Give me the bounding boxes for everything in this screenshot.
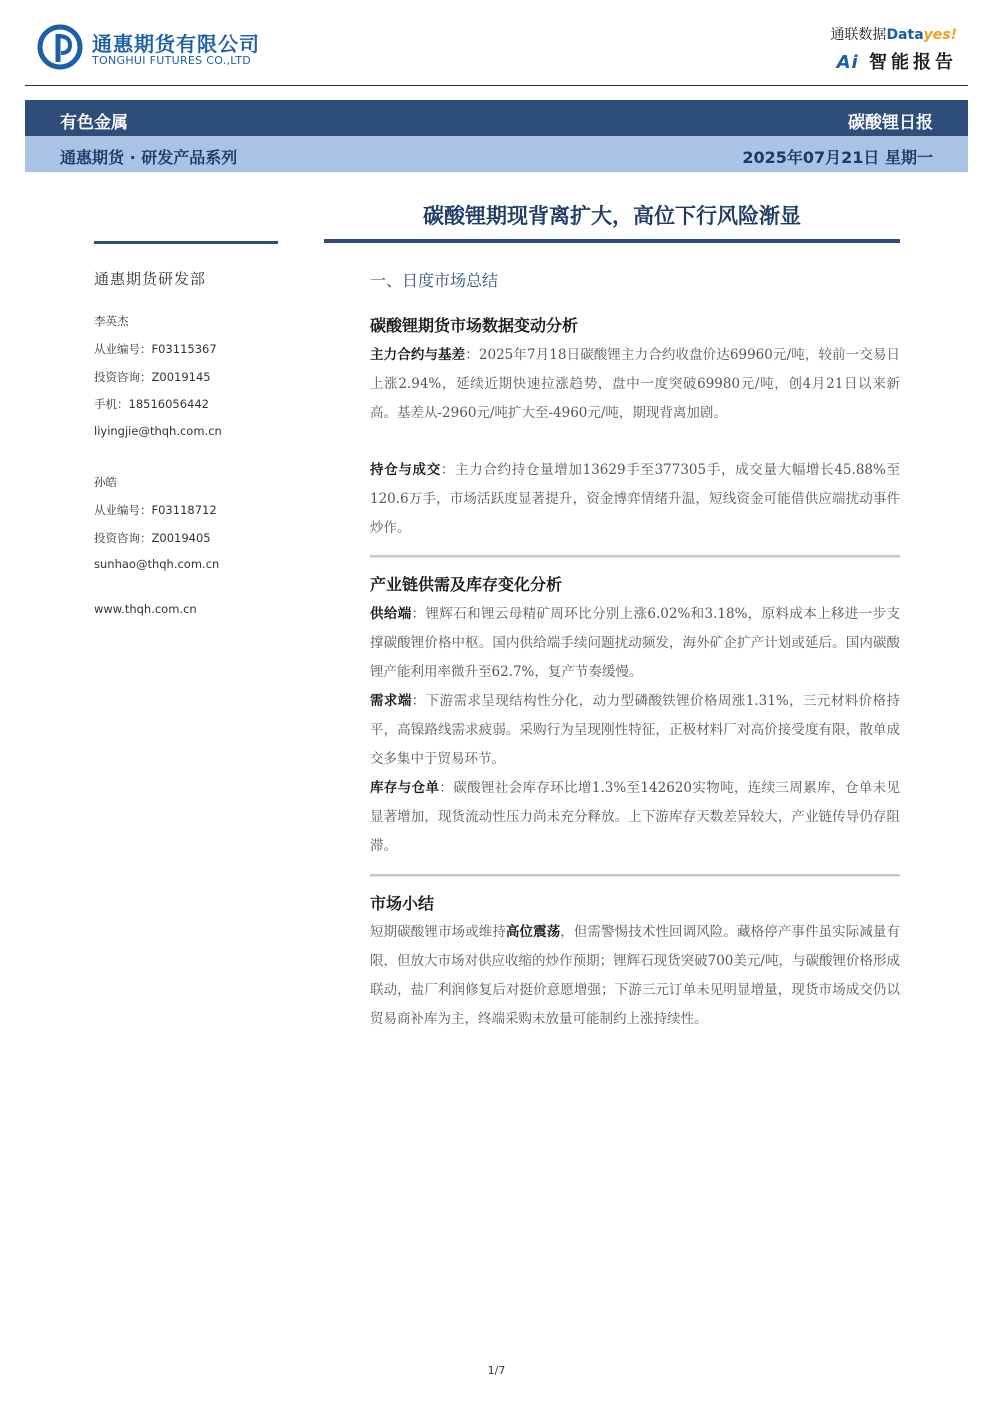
company-name-cn: 通惠期货有限公司 bbox=[92, 32, 260, 56]
website-link[interactable]: www.thqh.com.cn bbox=[94, 602, 197, 616]
brand-yes: yes! bbox=[923, 27, 957, 43]
brand-ai: Ai bbox=[836, 52, 859, 73]
paragraph bbox=[370, 456, 900, 543]
paragraph-text: 短期碳酸锂市场或维持 bbox=[370, 924, 506, 940]
analyst-license: 从业编号：F03115367 bbox=[94, 342, 217, 356]
paragraph bbox=[370, 600, 900, 687]
sidebar-top-rule bbox=[94, 241, 278, 244]
company-name-en: TONGHUI FUTURES CO.,LTD bbox=[92, 54, 252, 67]
paragraph bbox=[370, 774, 900, 861]
section-divider bbox=[370, 555, 900, 558]
ai-report-brand bbox=[837, 48, 957, 74]
report-date: 2025年07月21日 星期一 bbox=[742, 148, 933, 167]
brand-report: 智能报告 bbox=[869, 52, 957, 73]
analyst-license: 从业编号：F03118712 bbox=[94, 503, 217, 517]
section-divider bbox=[370, 874, 900, 877]
analyst-phone: 手机：18516056442 bbox=[94, 397, 209, 411]
department-name: 通惠期货研发部 bbox=[94, 270, 207, 288]
paragraph bbox=[370, 341, 900, 428]
emphasis-text: 高位震荡 bbox=[505, 924, 561, 940]
paragraph-text: ，但需警惕技术性回调风险。藏格停产事件虽实际减量有限，但放大市场对供应收缩的炒作预期；锂辉石现货突破700美元/吨，与碳酸锂价格形成联动，盐厂利润修复后对挺价意愿增强；下游三元订单未见明显增量，现货市场成交仍以贸易商补库为主，终端采购未放量可能制约上涨持续性。 bbox=[370, 924, 901, 1027]
header-divider bbox=[25, 85, 968, 86]
brand-prefix: 通联数据 bbox=[830, 27, 887, 43]
paragraph-label: 库存与仓单 bbox=[370, 780, 440, 796]
report-title: 碳酸锂期现背离扩大，高位下行风险渐显 bbox=[423, 204, 801, 228]
paragraph-text: ：主力合约持仓量增加13629手至377305手，成交量大幅增长45.88%至120.6万手，市场活跃度显著提升，资金博弈情绪升温，短线资金可能借供应端扰动事件炒作。 bbox=[370, 462, 900, 536]
report-type-label: 碳酸锂日报 bbox=[848, 113, 933, 133]
sector-label: 有色金属 bbox=[60, 113, 128, 133]
series-label: 通惠期货 · 研发产品系列 bbox=[60, 148, 238, 167]
title-underline bbox=[324, 239, 900, 243]
paragraph-label: 主力合约与基差 bbox=[370, 347, 466, 363]
analyst-name: 李英杰 bbox=[94, 314, 129, 328]
paragraph-text: ：碳酸锂社会库存环比增1.3%至142620实物吨，连续三周累库，仓单未见显著增加，现货流动性压力尚未充分释放。上下游库存天数差异较大，产业链传导仍存阻滞。 bbox=[370, 780, 900, 854]
paragraph-text: ：锂辉石和锂云母精矿周环比分别上涨6.02%和3.18%，原料成本上移进一步支撑碳酸锂价格中枢。国内供给端手续问题扰动频发，海外矿企扩产计划或延后。国内碳酸锂产能利用率微升至62.7%，复产节奏缓慢。 bbox=[370, 606, 901, 680]
block-heading: 碳酸锂期货市场数据变动分析 bbox=[370, 316, 579, 335]
datayes-brand bbox=[830, 24, 957, 44]
section-heading: 一、日度市场总结 bbox=[370, 271, 499, 290]
company-logo-icon bbox=[37, 24, 83, 70]
analyst-email[interactable]: liyingjie@thqh.com.cn bbox=[94, 424, 222, 438]
category-bar bbox=[25, 100, 968, 136]
paragraph bbox=[370, 687, 900, 774]
paragraph bbox=[370, 918, 900, 1034]
analyst-name: 孙皓 bbox=[94, 475, 117, 489]
paragraph-text: ：下游需求呈现结构性分化，动力型磷酸铁锂价格周涨1.31%，三元材料价格持平，高镍路线需求疲弱。采购行为呈现刚性特征，正极材料厂对高价接受度有限，散单成交多集中于贸易环节。 bbox=[370, 693, 901, 767]
paragraph-label: 供给端 bbox=[370, 606, 412, 622]
paragraph-label: 持仓与成交 bbox=[370, 462, 441, 478]
brand-data: Data bbox=[886, 27, 924, 43]
series-bar bbox=[25, 136, 968, 172]
analyst-advisory: 投资咨询：Z0019405 bbox=[94, 531, 211, 545]
block-heading: 市场小结 bbox=[370, 894, 435, 913]
paragraph-text: ：2025年7月18日碳酸锂主力合约收盘价达69960元/吨，较前一交易日上涨2.94%，延续近期快速拉涨趋势，盘中一度突破69980元/吨，创4月21日以来新高。基差从-2960元/吨扩大至-4960元/吨，期现背离加剧。 bbox=[370, 347, 900, 421]
analyst-email[interactable]: sunhao@thqh.com.cn bbox=[94, 557, 220, 571]
paragraph-label: 需求端 bbox=[370, 693, 412, 709]
page-number: 1/7 bbox=[487, 1364, 506, 1377]
block-heading: 产业链供需及库存变化分析 bbox=[370, 575, 563, 594]
analyst-advisory: 投资咨询：Z0019145 bbox=[94, 370, 211, 384]
